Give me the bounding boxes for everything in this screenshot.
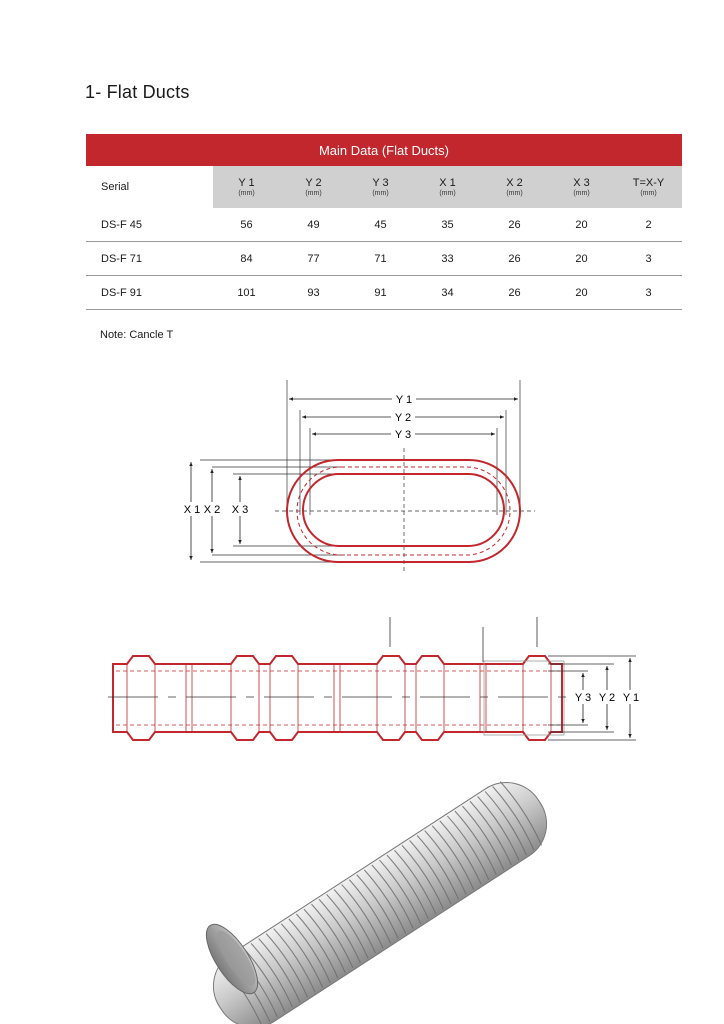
table-cell: 35 xyxy=(441,218,454,231)
column-header-unit: (mm) xyxy=(506,189,523,197)
label-x1: X 1 xyxy=(183,504,201,516)
column-header-unit: (mm) xyxy=(305,189,322,197)
table-cell: 3 xyxy=(645,286,652,299)
table-cell: 33 xyxy=(441,252,454,265)
page-title: 1- Flat Ducts xyxy=(85,82,190,102)
table-cell: 26 xyxy=(508,286,521,299)
column-header-name: T=X-Y xyxy=(632,176,665,189)
table-cell: 2 xyxy=(645,218,652,231)
side-label-y2: Y 2 xyxy=(598,692,616,704)
column-header-unit: (mm) xyxy=(439,189,456,197)
table-cell: 20 xyxy=(575,286,588,299)
column-header-unit: (mm) xyxy=(372,189,389,197)
table-cell: 34 xyxy=(441,286,454,299)
table-cell: 26 xyxy=(508,218,521,231)
column-header-name: X 3 xyxy=(573,176,590,189)
table-title: Main Data (Flat Ducts) xyxy=(86,134,682,166)
row-serial: DS-F 45 xyxy=(101,218,142,231)
table-cell: 3 xyxy=(645,252,652,265)
table-cell: 20 xyxy=(575,218,588,231)
column-header-name: Y 2 xyxy=(305,176,322,189)
column-header-name: Y 1 xyxy=(238,176,255,189)
label-y3: Y 3 xyxy=(394,429,412,441)
row-serial: DS-F 91 xyxy=(101,286,142,299)
table-cell: 71 xyxy=(374,252,387,265)
column-header-name: X 1 xyxy=(439,176,456,189)
label-x3: X 3 xyxy=(231,504,249,516)
column-header-unit: (mm) xyxy=(238,189,255,197)
table-cell: 45 xyxy=(374,218,387,231)
label-y1: Y 1 xyxy=(395,394,413,406)
column-header-name: Y 3 xyxy=(372,176,389,189)
table-cell: 93 xyxy=(307,286,320,299)
label-x2: X 2 xyxy=(203,504,221,516)
table-cell: 20 xyxy=(575,252,588,265)
column-header-unit: (mm) xyxy=(573,189,590,197)
row-serial: DS-F 71 xyxy=(101,252,142,265)
side-label-y1: Y 1 xyxy=(622,692,640,704)
table-cell: 49 xyxy=(307,218,320,231)
label-y2: Y 2 xyxy=(394,412,412,424)
table-cell: 56 xyxy=(240,218,253,231)
column-header-name: X 2 xyxy=(506,176,523,189)
table-cell: 77 xyxy=(307,252,320,265)
side-label-y3: Y 3 xyxy=(574,692,592,704)
column-header-unit: (mm) xyxy=(640,189,657,197)
serial-column-header: Serial xyxy=(86,166,213,208)
table-cell: 84 xyxy=(240,252,253,265)
table-cell: 26 xyxy=(508,252,521,265)
note-text: Note: Cancle T xyxy=(100,329,174,341)
table-cell: 91 xyxy=(374,286,387,299)
table-cell: 101 xyxy=(237,286,256,299)
